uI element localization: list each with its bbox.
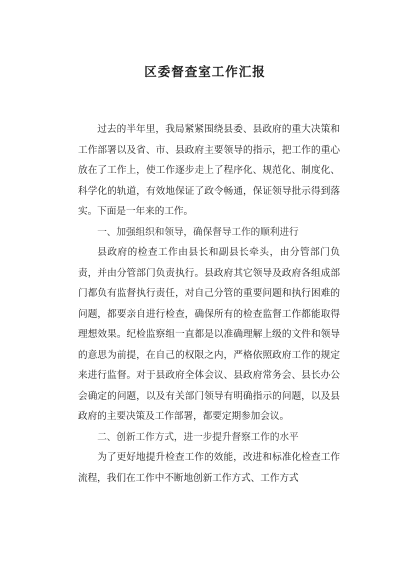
- section-heading-1: 一、加强组织和领导，确保督导工作的顺利进行: [97, 226, 299, 238]
- paragraph-section-2: 为了更好地提升检查工作的效能，改进和标准化检查工作流程，我们在工作中不断地创新工作方式、工作方式: [78, 452, 340, 484]
- paragraph-intro: 过去的半年里，我局紧紧围绕县委、县政府的重大决策和工作部署以及省、市、县政府主要领导的指示，把工作的重心放在了工作上，使工作逐步走上了程序化、规范化、制度化、科学化的轨道，有效地保证了政令畅通，保证领导批示得到落实。下面是一年来的工作。: [78, 124, 340, 217]
- document-body: [78, 120, 340, 489]
- document-title: 区委督查室工作汇报: [144, 64, 266, 79]
- section-heading-2: 二、创新工作方式，进一步提升督察工作的水平: [97, 431, 299, 443]
- paragraph-section-1: 县政府的检查工作由县长和副县长牵头，由分管部门负责，并由分管部门负责执行。县政府其它领导及政府各组成部门都负有监督执行责任，对自己分管的重要问题和执行困难的问题，都要亲自进行检查，确保所有的检查监督工作都能取得理想效果。纪检监察组一直都是以准确理解上级的文件和领导的意思为前提，在自己的权限之内，严格依照政府工作的规定来进行监督。对于县政府全体会议、县政府常务会、县长办公会确定的问题，以及有关部门领导有明确指示的问题，以及县政府的主要决策及工作部署，都要定期参加会议。: [78, 247, 340, 422]
